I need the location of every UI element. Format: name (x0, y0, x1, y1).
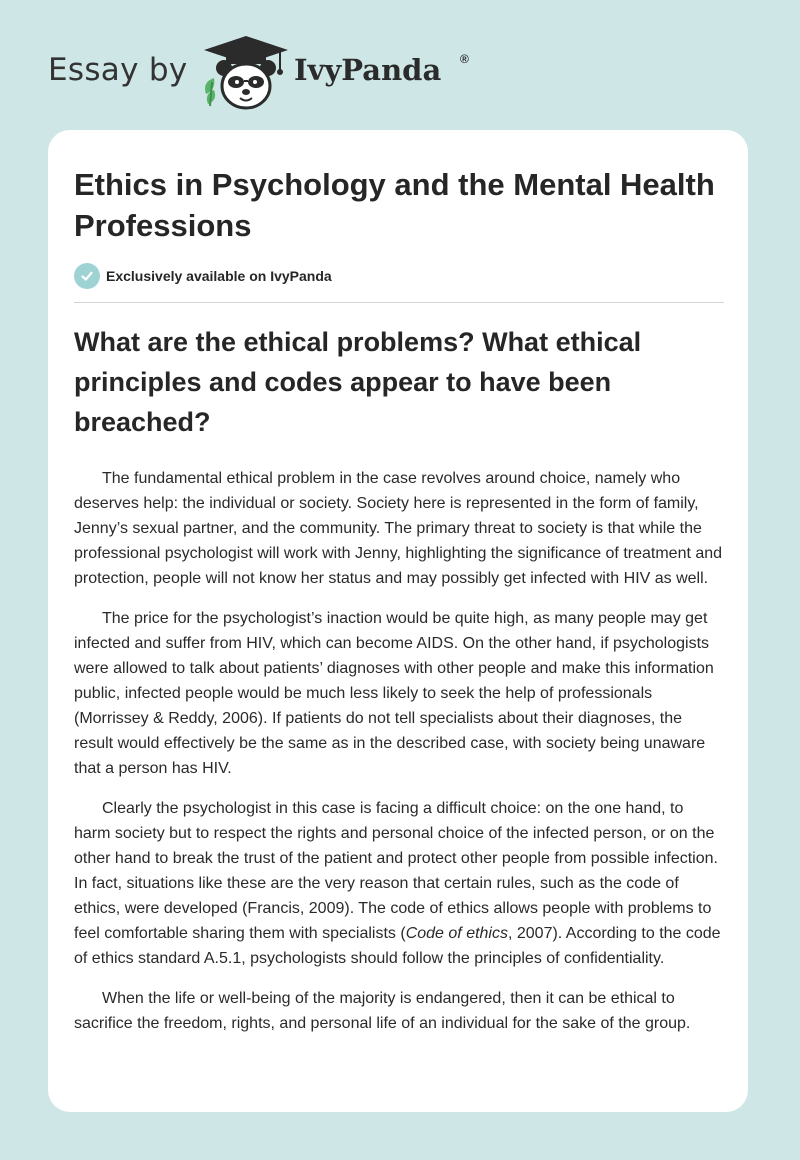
registered-mark: ® (460, 52, 469, 66)
paragraph-3-text-b: , 2007). According to the code of ethics standard A.5.1, psychologists should follow the principles of confidentiality. (74, 925, 721, 967)
code-of-ethics-citation: Code of ethics (405, 925, 508, 942)
panda-graduate-logo-icon (200, 34, 292, 112)
page-title: Ethics in Psychology and the Mental Health Professions (74, 167, 715, 243)
essay-card (48, 130, 748, 1112)
paragraph-3 (74, 796, 724, 971)
exclusive-badge (74, 263, 332, 289)
essay-body (74, 466, 724, 1051)
check-icon (74, 263, 100, 289)
divider (74, 302, 724, 303)
brand-header (48, 34, 508, 114)
paragraph-2: The price for the psychologist’s inaction would be quite high, as many people may get infected and suffer from HIV, which can become AIDS. On the other hand, if psychologists were allowed to talk about patients’ diagnoses with other people and make this information public, infected people would be much less likely to seek the help of professionals (Morrissey & Reddy, 2006). If patients do not tell specialists about their diagnoses, the result would effectively be the same as in the described case, with society being unaware that a person has HIV. (74, 610, 714, 777)
paragraph-3-text-a: Clearly the psychologist in this case is facing a difficult choice: on the one hand, to harm society but to respect the rights and personal choice of the infected person, or on the other hand to break the trust of the patient and protect other people from possible infection. In fact, situations like these are the very reason that certain rules, such as the code of ethics, were developed (Francis, 2009). The code of ethics allows people with problems to feel comfortable sharing them with specialists ( (74, 800, 718, 942)
brand-name: IvyPanda (294, 53, 442, 87)
exclusive-badge-label: Exclusively available on IvyPanda (106, 268, 332, 284)
paragraph-4: When the life or well-being of the majority is endangered, then it can be ethical to sacrifice the freedom, rights, and personal life of an individual for the sake of the group. (74, 990, 691, 1032)
paragraph-1: The fundamental ethical problem in the case revolves around choice, namely who deserves help: the individual or society. Society here is represented in the form of family, Jenny’s sexual partner, and the community. The primary threat to society is that while the professional psychologist will work with Jenny, highlighting the significance of treatment and protection, people will not know her status and may possibly get infected with HIV as well. (74, 470, 723, 587)
essay-by-label: Essay by (48, 52, 188, 88)
section-heading: What are the ethical problems? What ethical principles and codes appear to have been breached? (74, 327, 642, 437)
